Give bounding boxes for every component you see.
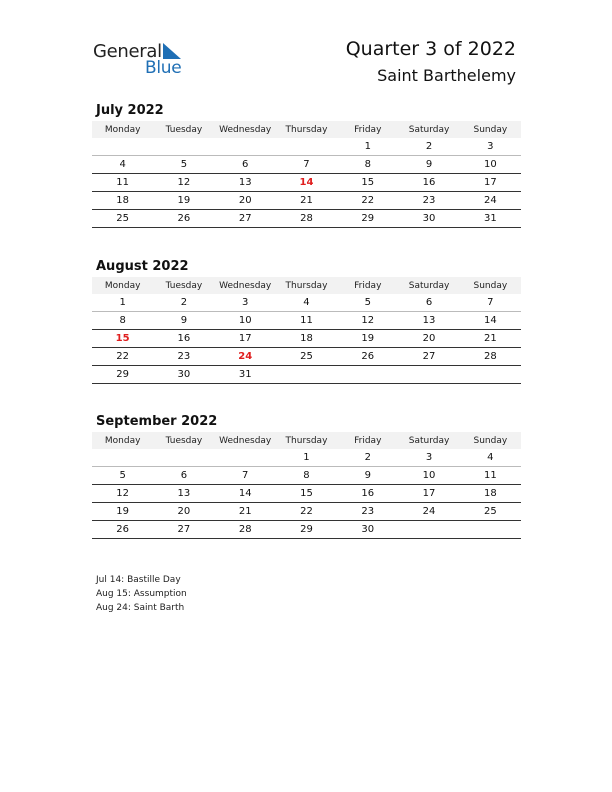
day-cell: 3	[398, 449, 459, 467]
weekday-header: Sunday	[460, 432, 521, 449]
day-cell: 31	[460, 210, 521, 228]
month-september	[92, 412, 521, 539]
day-cell: 8	[276, 467, 337, 485]
weekday-header: Thursday	[276, 432, 337, 449]
day-cell: 5	[337, 294, 398, 312]
day-cell: 13	[153, 485, 214, 503]
day-cell: 11	[460, 467, 521, 485]
weekday-header: Tuesday	[153, 432, 214, 449]
weekday-header: Friday	[337, 121, 398, 138]
holiday-note: Aug 24: Saint Barth	[96, 603, 185, 613]
day-cell: 31	[215, 366, 276, 384]
month-august	[92, 257, 521, 384]
week-row	[92, 192, 521, 210]
day-cell: 6	[398, 294, 459, 312]
day-cell: 21	[276, 192, 337, 210]
day-cell: 3	[215, 294, 276, 312]
day-cell	[276, 366, 337, 384]
month-title: September 2022	[96, 414, 218, 429]
day-cell: 10	[460, 156, 521, 174]
day-cell: 20	[215, 192, 276, 210]
day-cell: 27	[398, 348, 459, 366]
week-row	[92, 449, 521, 467]
day-cell: 22	[337, 192, 398, 210]
week-row	[92, 467, 521, 485]
day-cell: 29	[276, 521, 337, 539]
generalblue-logo	[93, 41, 193, 81]
day-cell: 8	[337, 156, 398, 174]
week-row	[92, 503, 521, 521]
day-cell: 16	[337, 485, 398, 503]
day-cell: 1	[337, 138, 398, 156]
day-cell: 4	[276, 294, 337, 312]
page-title: Quarter 3 of 2022	[345, 38, 516, 60]
day-cell: 21	[215, 503, 276, 521]
day-cell: 9	[337, 467, 398, 485]
weekday-header: Saturday	[398, 277, 459, 294]
day-cell: 11	[92, 174, 153, 192]
day-cell	[92, 449, 153, 467]
day-cell: 7	[276, 156, 337, 174]
day-cell	[460, 366, 521, 384]
day-cell	[276, 138, 337, 156]
holiday-note: Aug 15: Assumption	[96, 589, 187, 599]
day-cell: 6	[153, 467, 214, 485]
weekday-header: Tuesday	[153, 121, 214, 138]
week-row	[92, 138, 521, 156]
weekday-header: Friday	[337, 432, 398, 449]
day-cell: 17	[398, 485, 459, 503]
day-cell	[153, 449, 214, 467]
week-row	[92, 294, 521, 312]
day-cell	[460, 521, 521, 539]
logo-text-general: General	[93, 41, 162, 62]
month-title: August 2022	[96, 259, 189, 274]
week-row	[92, 485, 521, 503]
week-row	[92, 210, 521, 228]
day-cell: 18	[460, 485, 521, 503]
day-cell: 15	[92, 330, 153, 348]
day-cell: 19	[92, 503, 153, 521]
day-cell: 19	[153, 192, 214, 210]
day-cell: 17	[460, 174, 521, 192]
day-cell: 26	[153, 210, 214, 228]
weekday-header: Monday	[92, 121, 153, 138]
day-cell: 1	[92, 294, 153, 312]
day-cell: 23	[337, 503, 398, 521]
day-cell: 28	[215, 521, 276, 539]
week-row	[92, 330, 521, 348]
calendar-grid	[92, 432, 521, 539]
day-cell: 21	[460, 330, 521, 348]
weekday-header-row	[92, 121, 521, 138]
week-row	[92, 348, 521, 366]
week-row	[92, 366, 521, 384]
day-cell: 18	[276, 330, 337, 348]
day-cell: 7	[215, 467, 276, 485]
weekday-header: Saturday	[398, 121, 459, 138]
day-cell: 30	[153, 366, 214, 384]
day-cell: 1	[276, 449, 337, 467]
day-cell: 22	[92, 348, 153, 366]
week-row	[92, 312, 521, 330]
day-cell	[398, 366, 459, 384]
day-cell	[337, 366, 398, 384]
day-cell: 10	[398, 467, 459, 485]
day-cell: 14	[215, 485, 276, 503]
calendar-grid	[92, 277, 521, 384]
day-cell	[215, 138, 276, 156]
day-cell: 28	[460, 348, 521, 366]
weekday-header: Monday	[92, 432, 153, 449]
weekday-header-row	[92, 277, 521, 294]
day-cell: 26	[92, 521, 153, 539]
day-cell: 14	[460, 312, 521, 330]
day-cell: 27	[215, 210, 276, 228]
day-cell: 3	[460, 138, 521, 156]
logo-text-blue: Blue	[145, 58, 182, 78]
day-cell: 13	[215, 174, 276, 192]
day-cell: 24	[215, 348, 276, 366]
day-cell: 16	[153, 330, 214, 348]
weekday-header: Sunday	[460, 277, 521, 294]
day-cell: 25	[92, 210, 153, 228]
month-july	[92, 101, 521, 228]
holiday-note: Jul 14: Bastille Day	[96, 575, 181, 585]
day-cell: 24	[398, 503, 459, 521]
day-cell: 19	[337, 330, 398, 348]
day-cell: 28	[276, 210, 337, 228]
day-cell: 18	[92, 192, 153, 210]
weekday-header-row	[92, 432, 521, 449]
day-cell: 2	[337, 449, 398, 467]
weekday-header: Wednesday	[215, 432, 276, 449]
weekday-header: Tuesday	[153, 277, 214, 294]
day-cell: 30	[398, 210, 459, 228]
day-cell: 2	[153, 294, 214, 312]
day-cell: 29	[337, 210, 398, 228]
day-cell: 4	[92, 156, 153, 174]
weekday-header: Thursday	[276, 277, 337, 294]
month-title: July 2022	[96, 103, 164, 118]
day-cell: 24	[460, 192, 521, 210]
holiday-notes	[96, 573, 187, 615]
day-cell: 10	[215, 312, 276, 330]
day-cell: 12	[92, 485, 153, 503]
day-cell: 9	[153, 312, 214, 330]
day-cell: 2	[398, 138, 459, 156]
day-cell: 29	[92, 366, 153, 384]
day-cell: 17	[215, 330, 276, 348]
day-cell: 20	[398, 330, 459, 348]
weekday-header: Monday	[92, 277, 153, 294]
weekday-header: Thursday	[276, 121, 337, 138]
day-cell: 25	[460, 503, 521, 521]
day-cell: 15	[337, 174, 398, 192]
day-cell: 8	[92, 312, 153, 330]
day-cell: 30	[337, 521, 398, 539]
calendar-grid	[92, 121, 521, 228]
day-cell: 12	[153, 174, 214, 192]
day-cell: 20	[153, 503, 214, 521]
weekday-header: Wednesday	[215, 121, 276, 138]
day-cell: 23	[398, 192, 459, 210]
day-cell: 23	[153, 348, 214, 366]
day-cell: 9	[398, 156, 459, 174]
day-cell: 13	[398, 312, 459, 330]
day-cell: 6	[215, 156, 276, 174]
day-cell: 16	[398, 174, 459, 192]
day-cell: 14	[276, 174, 337, 192]
day-cell	[398, 521, 459, 539]
weekday-header: Friday	[337, 277, 398, 294]
week-row	[92, 521, 521, 539]
weekday-header: Wednesday	[215, 277, 276, 294]
day-cell: 4	[460, 449, 521, 467]
page-subtitle: Saint Barthelemy	[377, 66, 516, 85]
day-cell: 5	[92, 467, 153, 485]
day-cell: 22	[276, 503, 337, 521]
weekday-header: Saturday	[398, 432, 459, 449]
day-cell	[153, 138, 214, 156]
day-cell: 25	[276, 348, 337, 366]
day-cell	[92, 138, 153, 156]
day-cell: 26	[337, 348, 398, 366]
weekday-header: Sunday	[460, 121, 521, 138]
day-cell: 15	[276, 485, 337, 503]
day-cell: 11	[276, 312, 337, 330]
week-row	[92, 156, 521, 174]
day-cell: 12	[337, 312, 398, 330]
day-cell: 27	[153, 521, 214, 539]
day-cell: 7	[460, 294, 521, 312]
week-row	[92, 174, 521, 192]
day-cell	[215, 449, 276, 467]
day-cell: 5	[153, 156, 214, 174]
